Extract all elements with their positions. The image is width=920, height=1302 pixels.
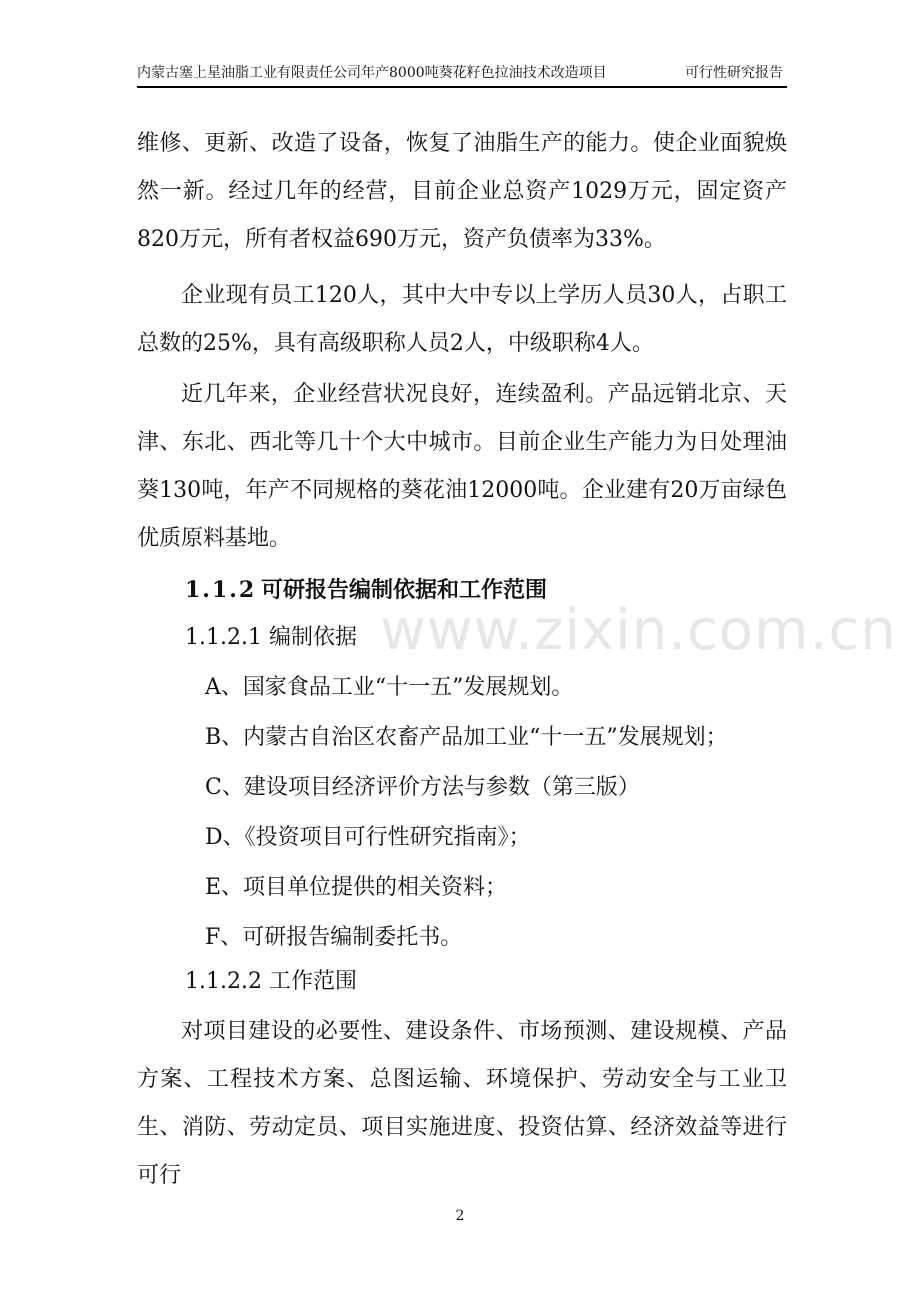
page-number: 2 <box>455 1208 465 1224</box>
paragraph-company-history <box>137 120 787 264</box>
section-number: 1.1.2 <box>185 577 257 603</box>
page-header <box>137 60 787 88</box>
paragraph-text: 维修、更新、改造了设备，恢复了油脂生产的能力。使企业面貌焕然一新。经过几年的经营，目前企业总资产1029万元，固定资产820万元，所有者权益690万元，资产负债率为33%。 <box>137 131 787 252</box>
section-title: 可研报告编制依据和工作范围 <box>261 577 548 603</box>
list-item: B、内蒙古自治区农畜产品加工业“十一五”发展规划； <box>205 725 728 750</box>
paragraph-scope <box>137 1008 787 1200</box>
header-report-type: 可行性研究报告 <box>685 65 783 81</box>
list-item: C、建设项目经济评价方法与参数（第三版） <box>205 775 640 800</box>
paragraph-staff <box>137 272 787 368</box>
subsection-heading-basis: 1.1.2.1 编制依据 <box>185 625 357 650</box>
list-item: D、《投资项目可行性研究指南》； <box>205 825 531 850</box>
watermark: www.zixin.com.cn <box>380 598 897 663</box>
paragraph-text: 对项目建设的必要性、建设条件、市场预测、建设规模、产品方案、工程技术方案、总图运输、环境保护、劳动安全与工业卫生、消防、劳动定员、项目实施进度、投资估算、经济效益等进行可行 <box>137 1019 787 1188</box>
list-item: F、可研报告编制委托书。 <box>205 925 463 950</box>
paragraph-text: 近几年来，企业经营状况良好，连续盈利。产品远销北京、天津、东北、西北等几十个大中城市。目前企业生产能力为日处理油葵130吨，年产不同规格的葵花油12000吨。企业建有20万亩绿色优质原料基地。 <box>137 382 787 551</box>
paragraph-text: 企业现有员工120人，其中大中专以上学历人员30人，占职工总数的25%，具有高级职称人员2人，中级职称4人。 <box>137 283 787 356</box>
basis-list <box>205 668 728 968</box>
list-item: A、国家食品工业“十一五”发展规划。 <box>205 675 574 700</box>
list-item: E、项目单位提供的相关资料； <box>205 875 508 900</box>
paragraph-operations <box>137 371 787 563</box>
subsection-heading-scope: 1.1.2.2 工作范围 <box>185 969 357 994</box>
header-project-title: 内蒙古塞上星油脂工业有限责任公司年产8000吨葵花籽色拉油技术改造项目 <box>137 65 607 81</box>
